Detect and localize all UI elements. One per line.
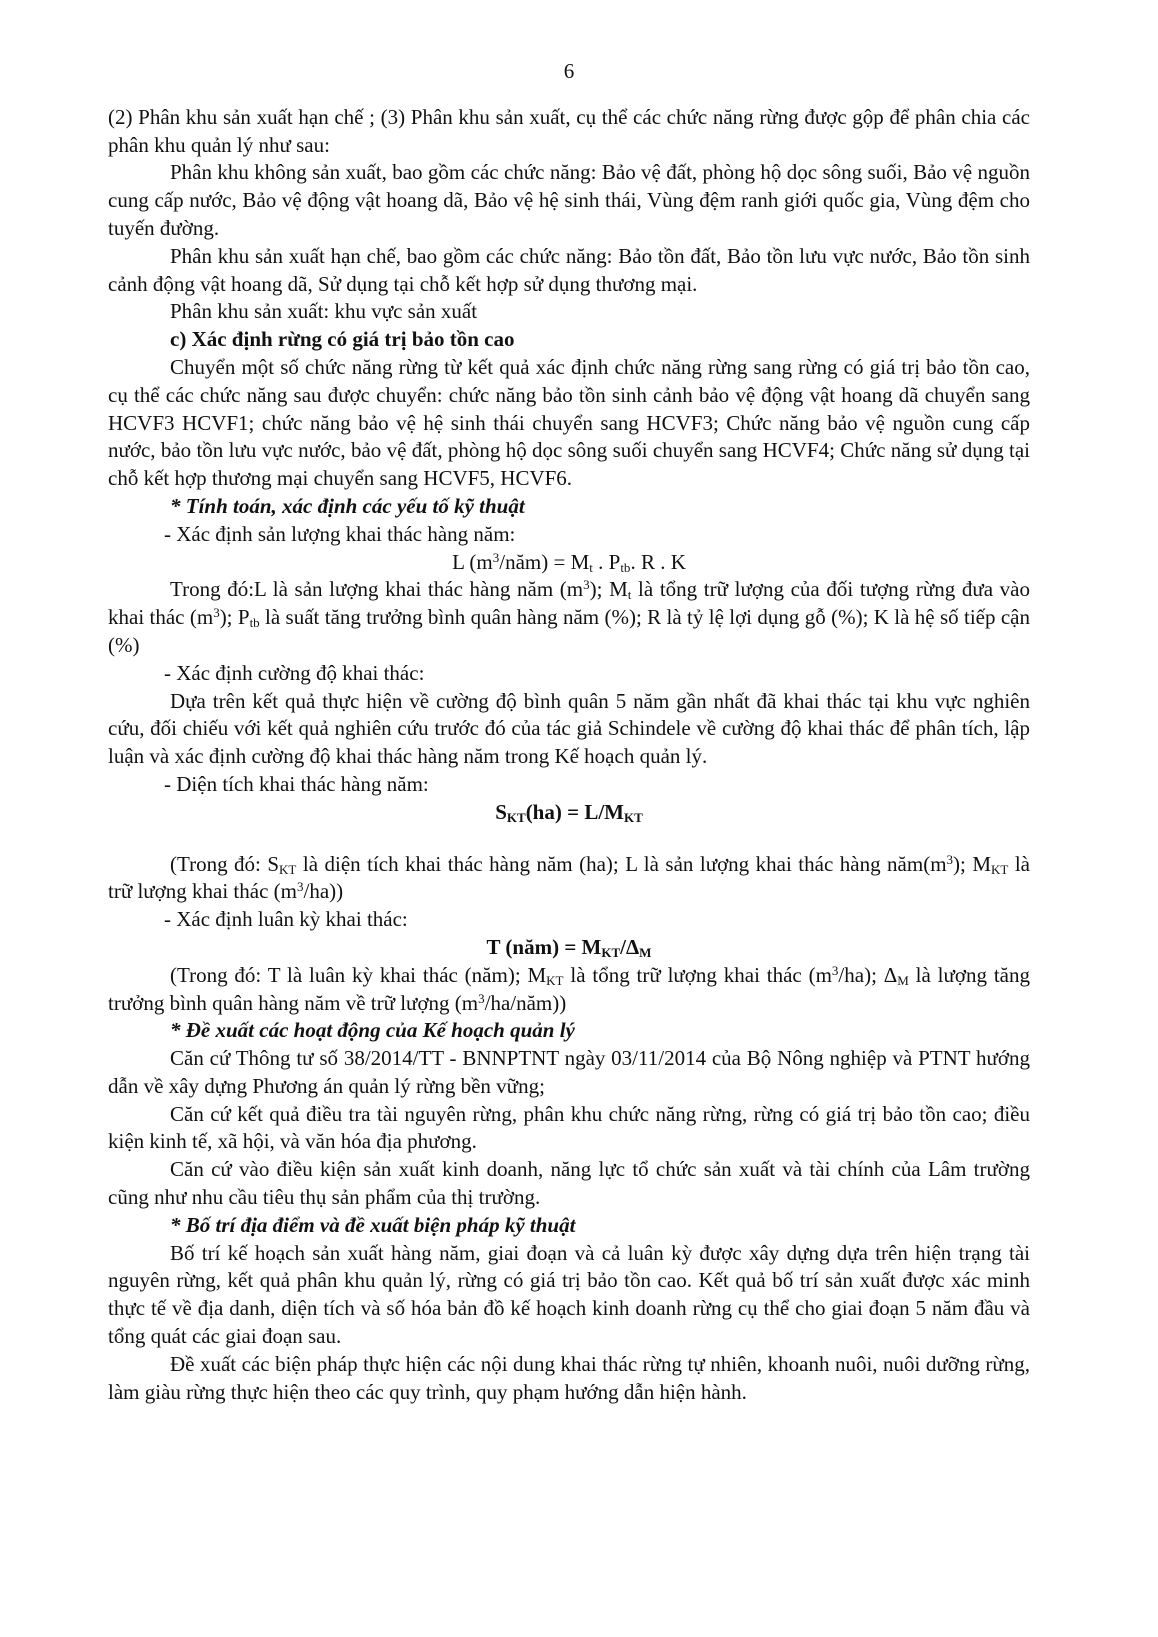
paragraph-site-layout: Bố trí kế hoạch sản xuất hàng năm, giai đoạn và cả luân kỳ được xây dựng dựa trên hiện trạng tài nguyên rừng, kết quả phân khu quản lý, rừng có giá trị bảo tồn cao. Kết quả bố trí sản xuất được xác minh thực tế về địa danh, diện tích và số hóa bản đồ kế hoạch kinh doanh rừng cụ thể cho giai đoạn 5 năm đầu và tổng quát các giai đoạn sau. [108, 1240, 1030, 1349]
paragraph-basis-survey: Căn cứ kết quả điều tra tài nguyên rừng, phân khu chức năng rừng, rừng có giá trị bảo tồn cao; điều kiện kinh tế, xã hội, và văn hóa địa phương. [108, 1101, 1030, 1154]
heading-technical-factors: * Tính toán, xác định các yếu tố kỹ thuật [170, 493, 525, 518]
formula-annual-yield: L $(m^3/năm) = M_t$ . $P_{tb}$. R . K [452, 549, 686, 575]
item-annual-yield: - Xác định sản lượng khai thác hàng năm: [164, 521, 516, 546]
heading-site-layout: * Bố trí địa điểm và đề xuất biện pháp kỹ thuật [170, 1212, 576, 1237]
item-annual-area: - Diện tích khai thác hàng năm: [164, 771, 429, 796]
spacer [108, 827, 1030, 851]
paragraph-cycle-definitions: (Trong đó: T là luân kỳ khai thác (năm); $M_{KT}$ là tổng trữ lượng khai thác $(m^3/ha)$; $\Delta_M$ là lượng tăng trưởng bình quân hàng năm về trữ lượng $(m^3/ha/năm)$) [108, 962, 1030, 1015]
formula-annual-area: $S_{KT}(ha) = L/M_{KT}$ [495, 799, 643, 825]
document-page [108, 58, 1030, 1406]
paragraph-production-zone: Phân khu sản xuất: khu vực sản xuất [170, 299, 478, 324]
paragraph-non-production-zone: Phân khu không sản xuất, bao gồm các chức năng: Bảo vệ đất, phòng hộ dọc sông suối, Bảo vệ nguồn cung cấp nước, Bảo vệ động vật hoang dã, Bảo vệ hệ sinh thái, Vùng đệm ranh giới quốc gia, Vùng đệm cho tuyến đường. [108, 160, 1030, 240]
paragraph-measures: Đề xuất các biện pháp thực hiện các nội dung khai thác rừng tự nhiên, khoanh nuôi, nuôi dưỡng rừng, làm giàu rừng thực hiện theo các quy trình, quy phạm hướng dẫn hiện hành. [108, 1351, 1030, 1404]
formula-cutting-cycle: T (năm) = $M_{KT}/\Delta_M$ [486, 934, 652, 960]
page-number: 6 [563, 59, 575, 83]
heading-plan-activities: * Đề xuất các hoạt động của Kế hoạch quản lý [170, 1018, 575, 1043]
paragraph-zones-intro: (2) Phân khu sản xuất hạn chế ; (3) Phân khu sản xuất, cụ thể các chức năng rừng được gộp để phân chia các phân khu quản lý như sau: [108, 104, 1030, 157]
paragraph-basis-circular: Căn cứ Thông tư số 38/2014/TT - BNNPTNT ngày 03/11/2014 của Bộ Nông nghiệp và PTNT hướng dẫn về xây dựng Phương án quản lý rừng bền vững; [108, 1046, 1030, 1098]
heading-hcvf: c) Xác định rừng có giá trị bảo tồn cao [170, 327, 515, 352]
paragraph-limited-production-zone: Phân khu sản xuất hạn chế, bao gồm các chức năng: Bảo tồn đất, Bảo tồn lưu vực nước, Bảo tồn sinh cảnh động vật hoang dã, Sử dụng tại chỗ kết hợp sử dụng thương mại. [108, 243, 1030, 296]
paragraph-hcvf: Chuyển một số chức năng rừng từ kết quả xác định chức năng rừng sang rừng có giá trị bảo tồn cao, cụ thể các chức năng sau được chuyển: chức năng bảo tồn sinh cảnh bảo vệ động vật hoang dã chuyển sang HCVF3 HCVF1; chức năng bảo vệ hệ sinh thái chuyển sang HCVF3; Chức năng bảo vệ nguồn cung cấp nước, bảo tồn lưu vực nước, bảo vệ đất, phòng hộ dọc sông suối chuyển sang HCVF4; Chức năng sử dụng tại chỗ kết hợp thương mại chuyển sang HCVF5, HCVF6. [108, 354, 1030, 491]
item-cutting-cycle: - Xác định luân kỳ khai thác: [164, 907, 408, 932]
paragraph-yield-definitions: Trong đó:L là sản lượng khai thác hàng năm $(m^3)$; $M_t$ là tổng trữ lượng của đối tượng rừng đưa vào khai thác $(m^3)$; $P_{tb}$ là suất tăng trưởng bình quân hàng năm (%); R là tỷ lệ lợi dụng gỗ (%); K là hệ số tiếp cận (%) [108, 577, 1030, 657]
paragraph-area-definitions: (Trong đó: $S_{KT}$ là diện tích khai thác hàng năm (ha); L là sản lượng khai thác hàng $năm(m^3)$; $M_{KT}$ là trữ lượng khai thác $(m^3/ha)$) [108, 851, 1030, 904]
item-intensity: - Xác định cường độ khai thác: [164, 660, 425, 685]
paragraph-intensity: Dựa trên kết quả thực hiện về cường độ bình quân 5 năm gần nhất đã khai thác tại khu vực nghiên cứu, đối chiếu với kết quả nghiên cứu trước đó của tác giả Schindele về cường độ khai thác để phân tích, lập luận và xác định cường độ khai thác hàng năm trong Kế hoạch quản lý. [108, 688, 1030, 769]
paragraph-basis-production: Căn cứ vào điều kiện sản xuất kinh doanh, năng lực tổ chức sản xuất và tài chính của Lâm trường cũng như nhu cầu tiêu thụ sản phẩm của thị trường. [108, 1157, 1030, 1210]
